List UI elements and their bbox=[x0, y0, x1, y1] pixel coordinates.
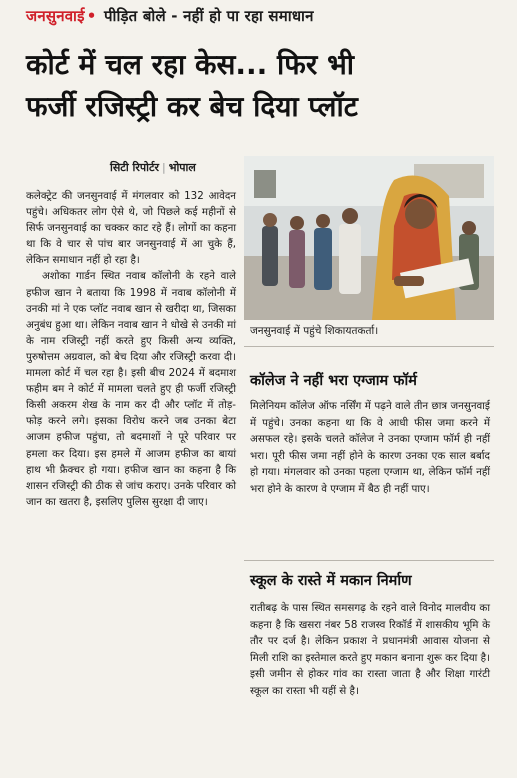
section-text-school-road: रातीबढ़ के पास स्थित समसगढ़ के रहने वाले विनोद मालवीय का कहना है कि खसरा नंबर 58 राजस्व रिकॉर्ड में शासकीय भूमि के तौर पर दर्ज है। लेकिन प्रकाश ने प्रधानमंत्री आवास योजना से मिली राशि का इस्तेमाल करते हुए मकान बनाना शुरू कर दिया है। इसी जमीन से होकर गांव का रास्ता जाता है और शिक्षा गारंटी स्कूल का रास्ता भी यहीं से है। bbox=[250, 602, 490, 697]
section-text-college: मिलेनियम कॉलेज ऑफ नर्सिंग में पढ़ने वाले तीन छात्र जनसुनवाई में पहुंचे। उनका कहना था कि वे आधी फीस जमा करने में असफल रहे। इसके चलते कॉलेज ने उनका एग्जाम फॉर्म ही नहीं भरा। पूरी फीस जमा नहीं होने के कारण उनका एक साल बर्बाद हो गया। मंगलवार को उनका पहला एग्जाम था, लेकिन फॉर्म नहीं भरा होने के कारण वे एग्जाम में बैठ ही नहीं पाए। bbox=[250, 400, 490, 495]
section-heading-school-road: स्कूल के रास्ते में मकान निर्माण bbox=[250, 573, 412, 589]
byline-separator: | bbox=[162, 161, 166, 174]
kicker-dot: • bbox=[86, 7, 97, 25]
section-heading-college: कॉलेज ने नहीं भरा एग्जाम फॉर्म bbox=[250, 373, 417, 389]
byline bbox=[110, 160, 196, 175]
kicker-brand: जनसुनवाई bbox=[26, 7, 85, 25]
section-divider bbox=[244, 346, 494, 347]
photo-caption: जनसुनवाई में पहुंचे शिकायतकर्ता। bbox=[250, 325, 379, 337]
headline-line-1: कोर्ट में चल रहा केस... फिर भी bbox=[26, 48, 355, 81]
main-story-paragraph-2: अशोका गार्डन स्थित नवाब कॉलोनी के रहने वाले हफीज खान ने बताया कि 1998 में नवाब कॉलोनी में उनकी मां ने एक प्लॉट नवाब खान से खरीदा था, जिसका अनुबंध हुआ था। लेकिन नवाब खान ने धोखे से उनकी मां के नाम रजिस्ट्री नहीं करते हुए किसी अन्य व्यक्ति, पुरुषोत्तम अग्रवाल, को बेच दिया और रजिस्ट्री करवा दी। मामला कोर्ट में चल रहा है। इसी बीच 2024 में बदमाश फहीम बम ने कोर्ट में मामला चलते हुए ही फर्जी रजिस्ट्री किसी अकरम शेख के नाम कर दी और प्लॉट में तोड़-फोड़ करने लगे। इसका विरोध करने जब उनका बेटा आजम हफीज पहुंचा, तो बदमाशों ने पूरे परिवार पर हमला कर दिया। इस हमले में आजम हफीज का बायां हाथ भी फ्रैक्चर हो गया। हफीज खान का कहना है कि शासन रजिस्ट्री की ठीक से जांच कराए। उनके परिवार को जान का खतरा है, इसलिए पुलिस सुरक्षा दी जाए। bbox=[26, 270, 236, 508]
complainants-photo-illustration bbox=[244, 156, 494, 320]
main-story-paragraph-1: कलेक्ट्रेट की जनसुनवाई में मंगलवार को 132 आवेदन पहुंचे। अधिकतर लोग ऐसे थे, जो पिछले कई महीनों से सिर्फ जनसुनवाई का चक्कर काट रहे हैं। लोगों का कहना था कि वे चार से पांच बार जनसुनवाई में आ चुके हैं, लेकिन समाधान नहीं हो रहा है। bbox=[26, 190, 236, 267]
headline bbox=[26, 44, 516, 128]
headline-line-2: फर्जी रजिस्ट्री कर बेच दिया प्लॉट bbox=[26, 90, 358, 123]
news-photo bbox=[244, 156, 494, 320]
kicker-subtitle: पीड़ित बोले - नहीं हो पा रहा समाधान bbox=[103, 7, 314, 25]
section-kicker bbox=[26, 6, 314, 26]
byline-reporter: सिटी रिपोर्टर bbox=[110, 161, 159, 174]
section-divider bbox=[244, 560, 494, 561]
byline-city: भोपाल bbox=[168, 161, 196, 174]
main-story-column bbox=[26, 188, 236, 510]
